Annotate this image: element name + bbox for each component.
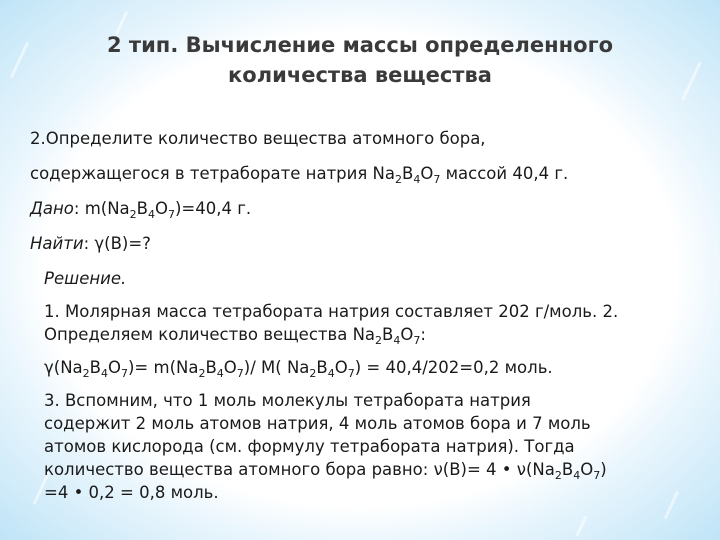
- subscript: 2: [198, 367, 206, 380]
- subscript: 2: [129, 208, 137, 221]
- task-text: содержащегося в тетраборате натрия Na: [30, 164, 395, 183]
- title-line-1: 2 тип. Вычисление массы определенного: [107, 33, 613, 57]
- formula-text: )= m(Na: [127, 358, 199, 377]
- formula-element: B: [382, 325, 394, 344]
- solution-step1: 1. Молярная масса тетрабората натрия составляет 202 г/моль. 2.: [44, 302, 619, 321]
- subscript: 7: [593, 469, 601, 482]
- formula-text: ) = 40,4/202=0,2 моль.: [354, 358, 553, 377]
- subscript: 2: [82, 367, 90, 380]
- subscript: 2: [395, 173, 402, 186]
- solution-step3-line3: атомов кислорода (см. формулу тетрабората натрия). Тогда: [44, 437, 575, 456]
- subscript: 4: [148, 208, 155, 221]
- formula-element: O: [155, 199, 168, 218]
- solution-text: количество вещества атомного бора равно: ν(B)= 4 • ν(Na: [44, 460, 555, 479]
- solution-formula: [44, 357, 553, 378]
- solution-text: :: [420, 325, 426, 344]
- subscript: 2: [375, 334, 383, 347]
- task-text: 2.Определите количество вещества атомного бора,: [30, 129, 486, 148]
- given-text: )=40,4 г.: [175, 199, 252, 218]
- formula-element: B: [402, 164, 414, 183]
- subscript: 4: [573, 469, 581, 482]
- find-text: : γ(B)=?: [83, 234, 151, 253]
- subscript: 7: [236, 367, 244, 380]
- formula-element: O: [334, 358, 348, 377]
- slide-title: [60, 30, 660, 90]
- solution-step3-line5: =4 • 0,2 = 0,8 моль.: [44, 483, 219, 502]
- formula-element: B: [89, 358, 101, 377]
- solution-step3-line4: [44, 459, 607, 480]
- formula-element: B: [136, 199, 148, 218]
- task-line-1: [30, 128, 486, 149]
- solution-step3-line2: содержит 2 моль атомов натрия, 4 моль атомов бора и 7 моль: [44, 414, 591, 433]
- formula-element: B: [561, 460, 574, 479]
- find-line: [30, 233, 151, 254]
- formula-element: B: [205, 358, 217, 377]
- given-label: Дано: [30, 199, 74, 218]
- formula-element: O: [400, 325, 414, 344]
- task-line-2: [30, 163, 568, 184]
- subscript: 2: [309, 367, 317, 380]
- subscript: 4: [216, 367, 224, 380]
- solution-label: Решение.: [44, 269, 127, 288]
- subscript: 2: [554, 469, 562, 482]
- subscript: 4: [413, 173, 421, 186]
- task-text: массой 40,4 г.: [440, 164, 569, 183]
- formula-element: O: [223, 358, 237, 377]
- title-line-2: количества вещества: [228, 63, 492, 87]
- formula-element: O: [420, 164, 434, 183]
- subscript: 7: [120, 367, 128, 380]
- solution-text: Определяем количество вещества Na: [44, 325, 376, 344]
- subscript: 7: [433, 173, 441, 186]
- subscript: 4: [393, 334, 401, 347]
- subscript: 7: [413, 334, 421, 347]
- formula-element: B: [316, 358, 328, 377]
- solution-text: ): [600, 460, 607, 479]
- formula-element: O: [580, 460, 594, 479]
- formula-text: γ(Na: [44, 358, 83, 377]
- given-line: [30, 198, 251, 219]
- subscript: 7: [168, 208, 175, 221]
- find-label: Найти: [30, 234, 84, 253]
- subscript: 7: [347, 367, 355, 380]
- solution-step3-line1: 3. Вспомним, что 1 моль молекулы тетрабората натрия: [44, 391, 531, 410]
- subscript: 4: [327, 367, 335, 380]
- formula-text: )/ M( Na: [243, 358, 310, 377]
- solution-step2: [44, 324, 426, 345]
- subscript: 4: [100, 367, 108, 380]
- formula-element: O: [107, 358, 121, 377]
- given-text: : m(Na: [73, 199, 130, 218]
